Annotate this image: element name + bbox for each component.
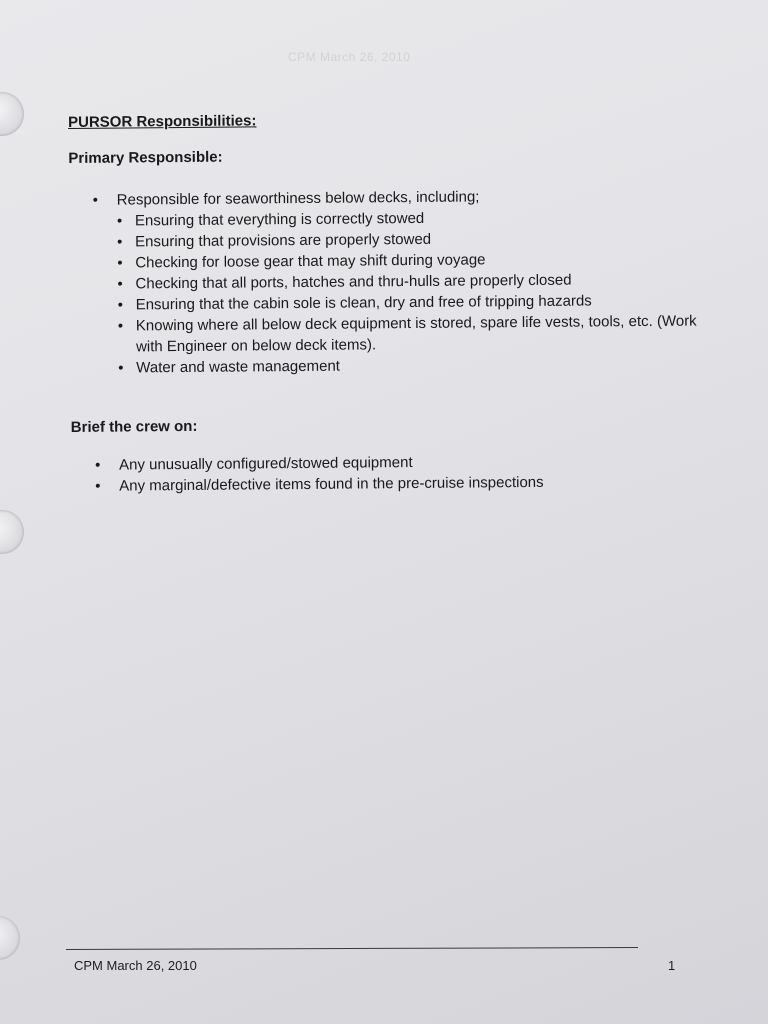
list-item: • Checking that all ports, hatches and thru-hulls are properly closed xyxy=(117,268,709,294)
footer-date: CPM March 26, 2010 xyxy=(74,958,197,973)
list-item: • Ensuring that everything is correctly stowed xyxy=(117,205,709,231)
punch-hole xyxy=(0,916,20,960)
list-item: • Knowing where all below deck equipment is stored, spare life vests, tools, etc. (Work with Engineer on below deck items). xyxy=(118,310,710,357)
list-item: • Checking for loose gear that may shift during voyage xyxy=(117,247,709,273)
document-title: PURSOR Responsibilities: xyxy=(68,112,257,131)
primary-heading: Primary Responsible: xyxy=(68,148,223,167)
page-number: 1 xyxy=(668,958,676,973)
brief-list xyxy=(71,449,711,497)
brief-heading: Brief the crew on: xyxy=(70,417,198,436)
bleed-through-header: CPM March 26, 2010 xyxy=(288,50,411,64)
primary-list xyxy=(69,184,711,379)
list-item: • Water and waste management xyxy=(118,352,710,378)
punch-hole xyxy=(0,92,24,136)
list-item: • Any unusually configured/stowed equipment xyxy=(71,449,711,476)
list-item: • Ensuring that provisions are properly stowed xyxy=(117,226,709,252)
primary-item-text: Responsible for seaworthiness below decks, including; xyxy=(116,188,480,209)
list-item: • Ensuring that the cabin sole is clean, dry and free of tripping hazards xyxy=(118,289,710,315)
footer-divider xyxy=(66,947,638,950)
list-item xyxy=(69,184,711,379)
document-body xyxy=(68,108,711,497)
list-item: • Any marginal/defective items found in the pre-cruise inspections xyxy=(71,470,711,497)
punch-hole xyxy=(0,510,24,554)
sub-list xyxy=(117,205,710,378)
